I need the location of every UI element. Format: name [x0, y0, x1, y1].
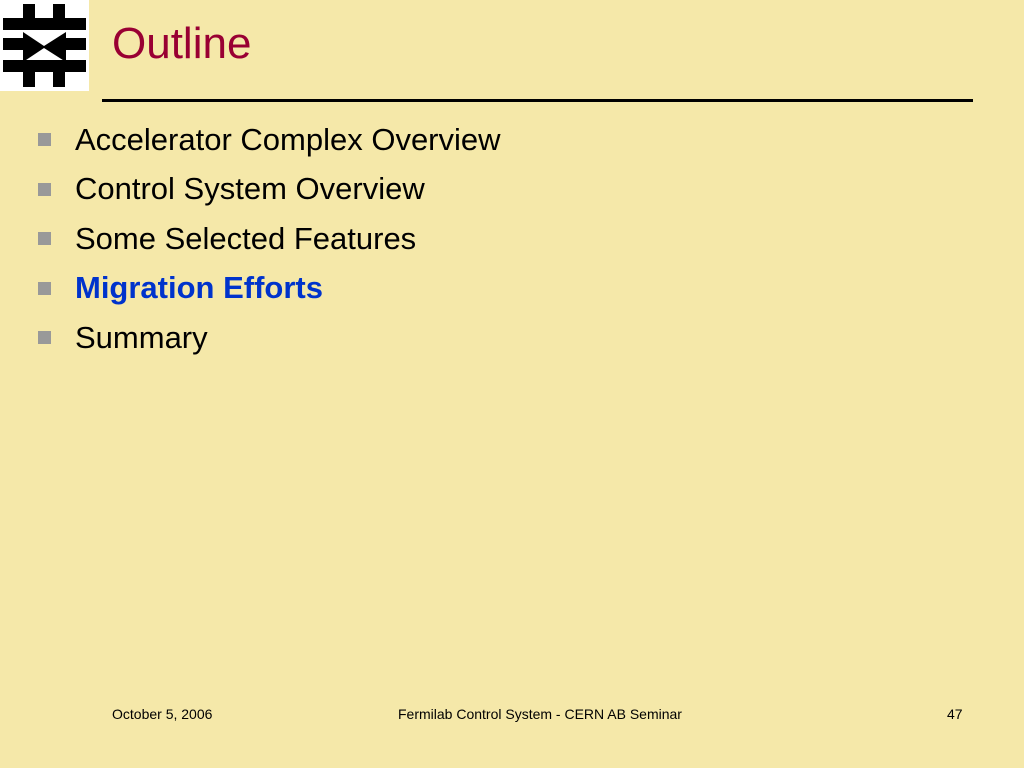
outline-item [38, 115, 501, 165]
footer-presentation-title: Fermilab Control System - CERN AB Seminar [398, 706, 682, 722]
outline-item-text: Accelerator Complex Overview [75, 121, 501, 157]
outline-item-text: Summary [75, 319, 208, 355]
square-bullet-icon [38, 282, 51, 295]
fermilab-logo-icon [0, 0, 89, 91]
outline-item [38, 214, 501, 264]
outline-item [38, 165, 501, 215]
outline-item [38, 264, 501, 314]
outline-item [38, 313, 501, 363]
square-bullet-icon [38, 133, 51, 146]
square-bullet-icon [38, 183, 51, 196]
slide-title: Outline [112, 19, 252, 68]
square-bullet-icon [38, 331, 51, 344]
outline-item-text: Some Selected Features [75, 220, 417, 256]
footer-date: October 5, 2006 [112, 706, 213, 722]
title-divider [102, 99, 973, 102]
fermilab-logo-graphic [0, 0, 89, 91]
outline-list [38, 115, 501, 363]
page-number: 47 [947, 706, 963, 722]
square-bullet-icon [38, 232, 51, 245]
outline-item-text: Control System Overview [75, 171, 425, 207]
outline-item-text: Migration Efforts [75, 270, 323, 306]
